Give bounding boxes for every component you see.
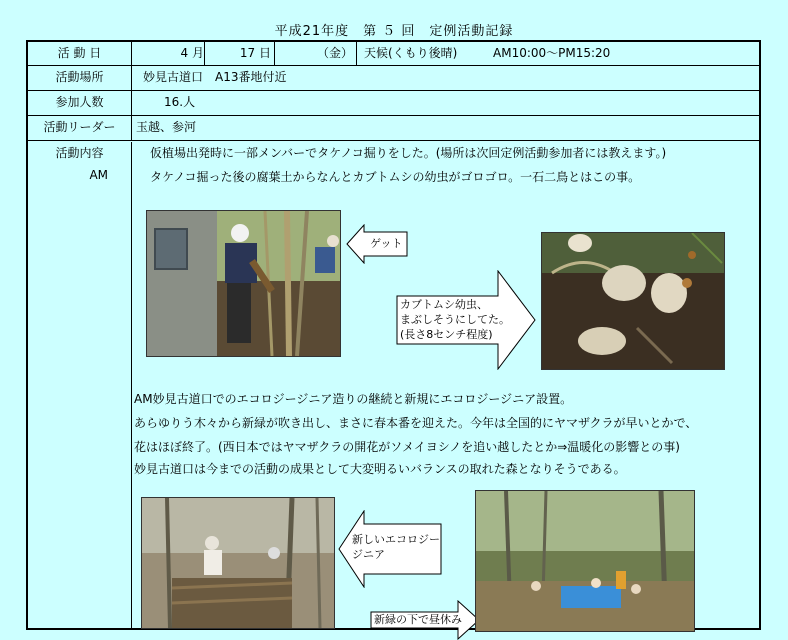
photo-beetle-larvae [541,232,725,370]
callout-lunch [370,600,480,640]
participants-value: 16.人 [164,95,196,109]
activity-paragraph-2: あらゆりう木々から新緑が吹き出し、まさに春本番を迎えた。今年は全国的にヤマザクラが早いとかで、 [134,416,698,430]
callout-new-genia-line-2: ジニア [352,548,385,561]
activity-period: AM [89,168,108,182]
place-row [28,66,759,91]
callout-get [346,224,408,264]
activity-label: 活動内容 [55,146,104,160]
participants-row [28,91,759,116]
place-label: 活動場所 [28,66,132,90]
date-month: 4 月 [180,46,204,60]
callout-lunch-text: 新緑の下で昼休み [374,613,462,626]
callout-get-text: ゲット [370,237,403,250]
leader-value: 玉越、参河 [136,120,197,134]
page-title: 平成21年度 第 ５ 回 定例活動記録 [274,24,514,39]
activity-line-1: 仮植場出発時に一部メンバーでタケノコ掘りをした。(場所は次回定例活動参加者には教えます。) [150,146,667,160]
activity-record-table [26,40,761,630]
callout-larva-line-2: まぶしそうにしてた。 [400,313,510,326]
activity-content [132,142,759,628]
place-value: 妙見古道口 A13番地付近 [143,70,287,84]
weather: 天候(くもり後晴) [364,46,458,60]
activity-label-column [28,142,132,628]
date-row [28,42,759,66]
activity-paragraph-4: 妙見古道口は今までの活動の成果として大変明るいバランスの取れた森となりそうである。 [134,462,626,476]
leader-row [28,116,759,141]
callout-larva [396,270,536,370]
callout-larva-line-1: カブトムシ幼虫、 [400,298,488,311]
leader-label: 活動リーダー [28,116,132,140]
callout-new-genia-line-1: 新しいエコロジー [352,533,440,546]
activity-line-2: タケノコ掘った後の腐葉土からなんとカブトムシの幼虫がゴロゴロ。一石二鳥とはこの事。 [150,170,641,184]
callout-new-genia [338,510,442,588]
date-weekday: （金） [316,46,353,60]
date-label: 活 動 日 [28,42,132,65]
callout-larva-line-3: (長さ8センチ程度) [400,328,493,341]
activity-paragraph-3: 花はほぼ終了。(西日本ではヤマザクラの開花がソメイヨシノを追い越したとか⇒温暖化の影響との事) [134,440,680,454]
date-day: 17 日 [239,46,271,60]
participants-label: 参加人数 [28,91,132,115]
activity-paragraph-1: AM妙見古道口でのエコロジージニア造りの継続と新規にエコロジージニア設置。 [134,392,573,406]
activity-time: AM10:00～PM15:20 [493,46,611,60]
photo-ecology-genia [141,497,335,629]
photo-lunch-forest [475,490,695,632]
photo-bamboo-digging [146,210,341,357]
